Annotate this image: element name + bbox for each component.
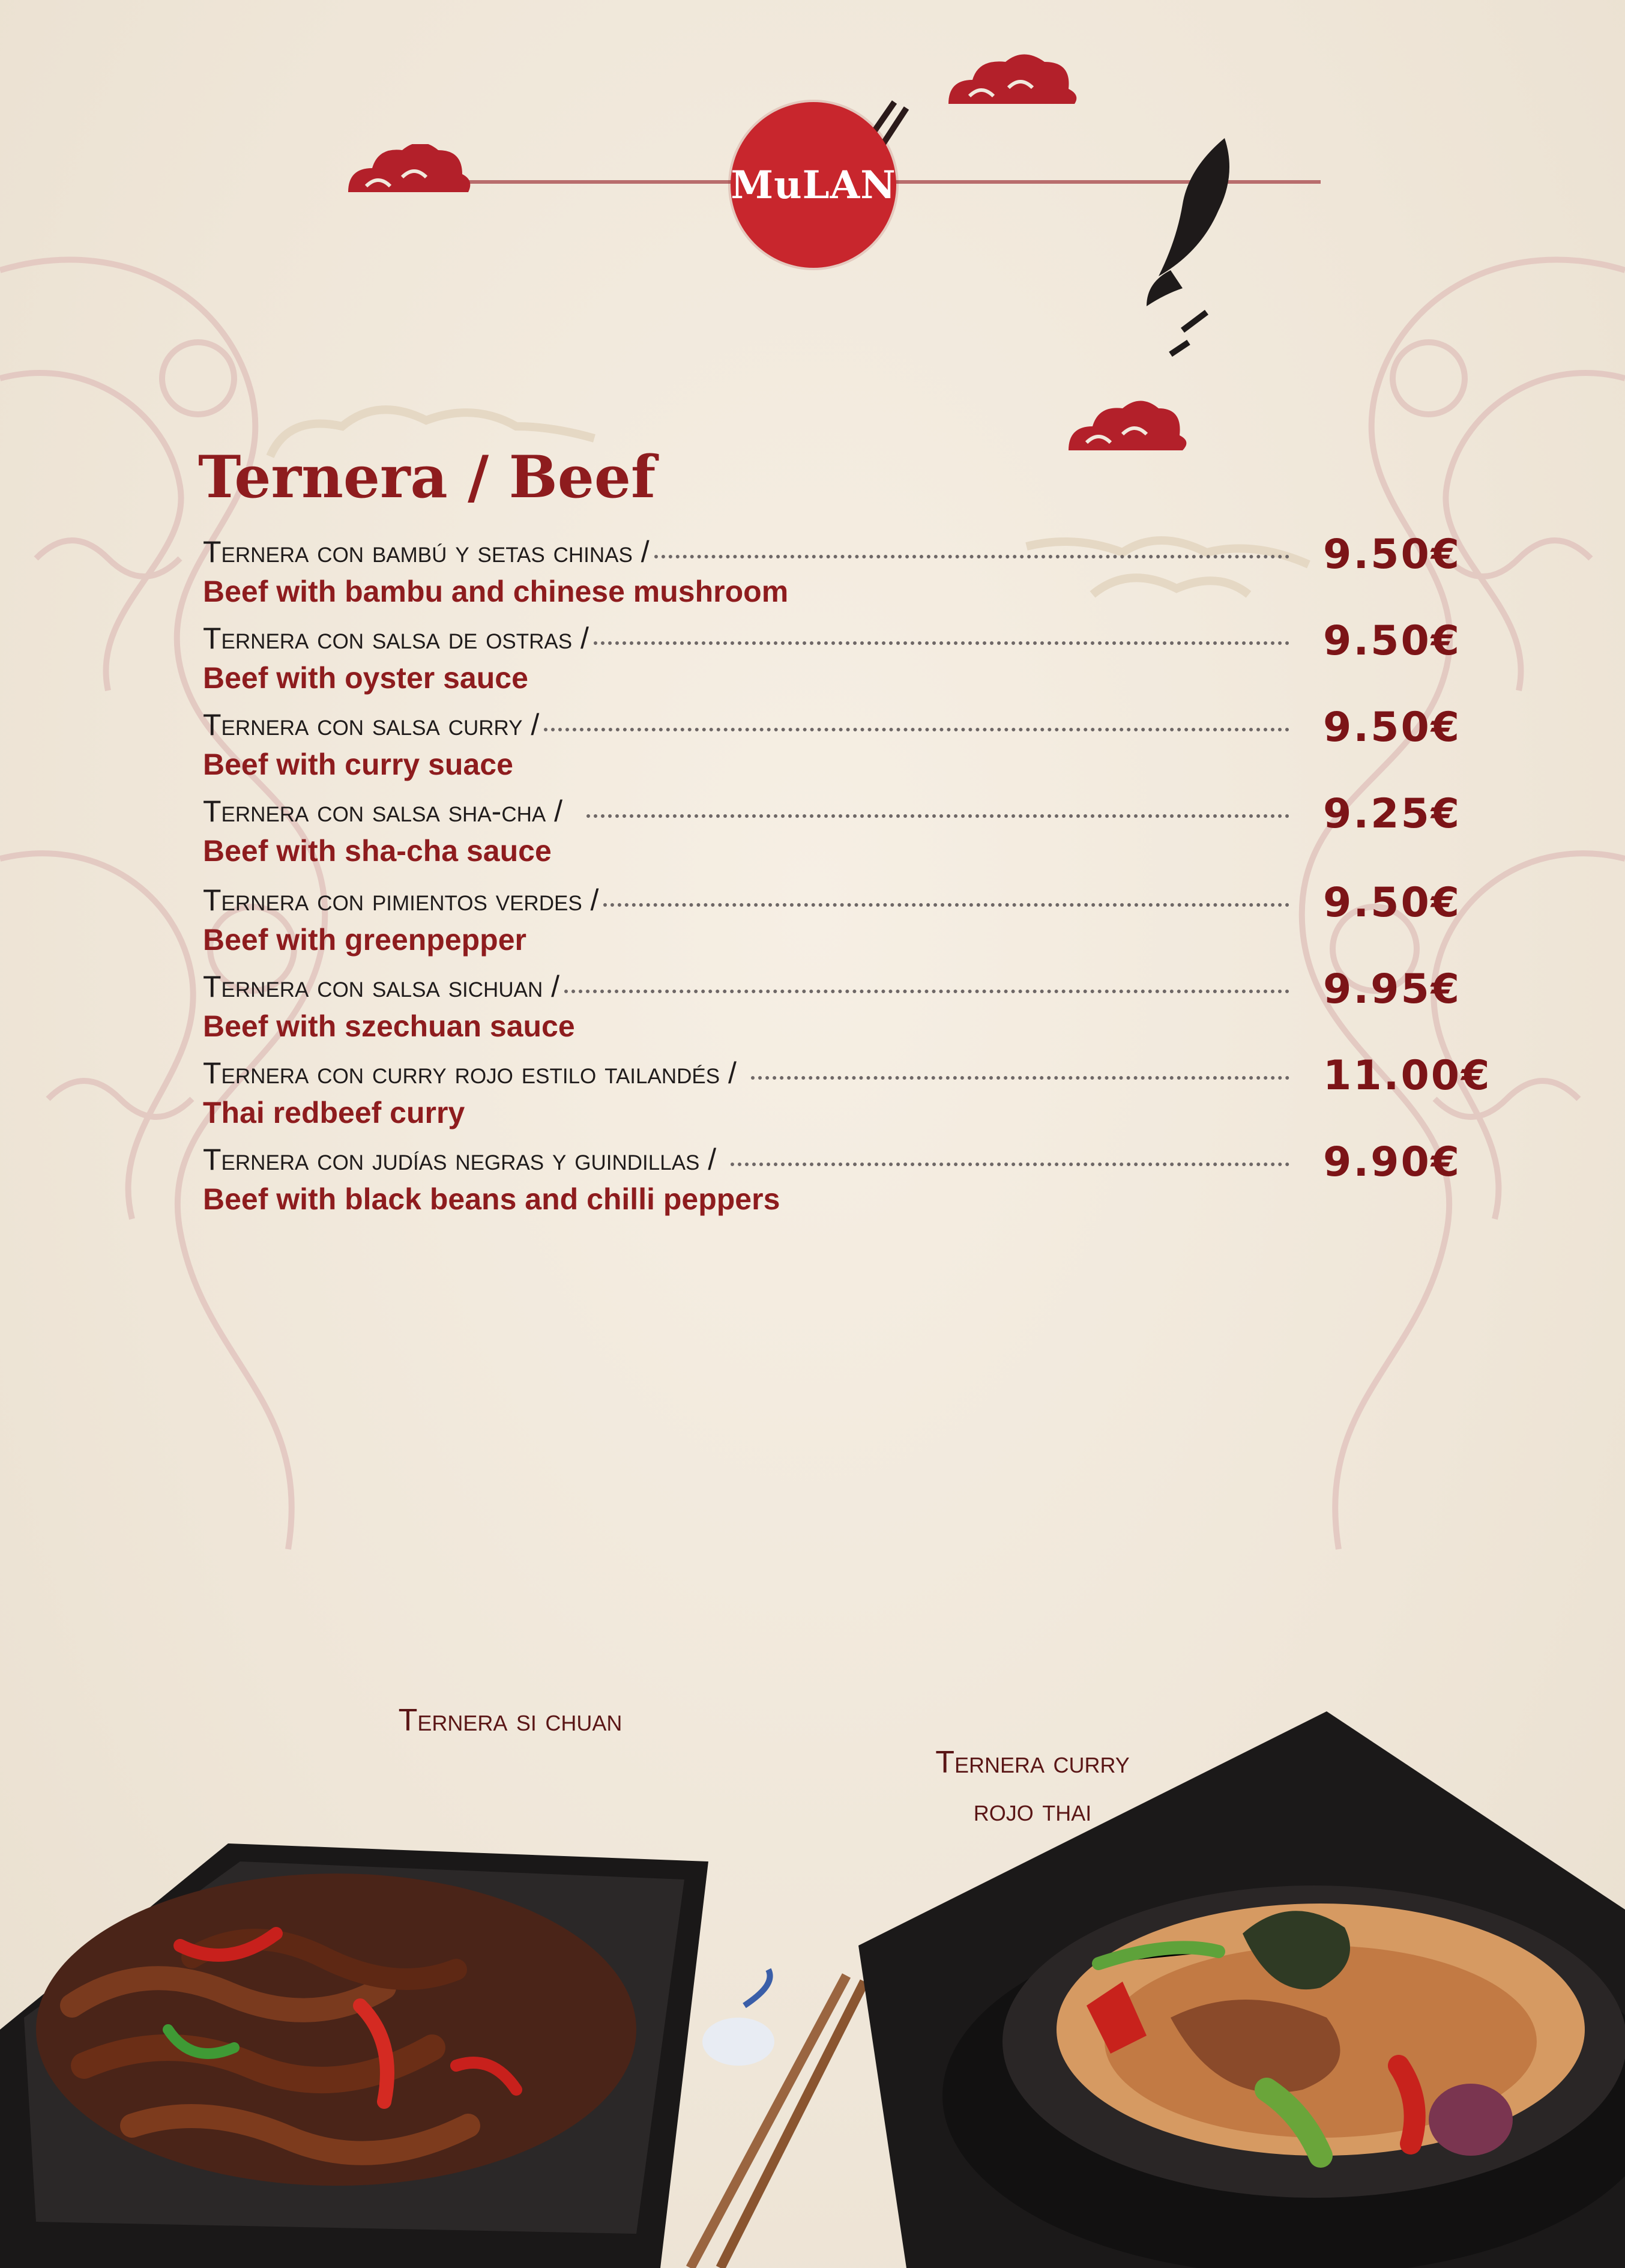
dish-name-es: Ternera con salsa curry / <box>203 708 540 742</box>
caption-right-line2: rojo thai <box>973 1793 1092 1828</box>
dish-name-es: Ternera con curry rojo estilo tailandés / <box>203 1056 737 1090</box>
leader-dots <box>594 641 1289 645</box>
leader-dots <box>564 990 1289 993</box>
restaurant-logo <box>731 102 896 268</box>
menu-item <box>203 1052 1494 1142</box>
leader-dots <box>654 555 1289 558</box>
leader-dots <box>603 903 1289 907</box>
dish-name-en: Beef with szechuan sauce <box>203 1009 575 1043</box>
dish-price: 9.25€ <box>1323 790 1462 838</box>
dish-name-en: Beef with curry suace <box>203 748 513 781</box>
cloud-mid-right-icon <box>1063 399 1189 465</box>
leader-dots <box>544 728 1289 731</box>
cloud-left-icon <box>342 144 474 210</box>
caption-left-text: Ternera si chuan <box>398 1703 623 1738</box>
dish-price: 9.50€ <box>1323 617 1462 665</box>
dish-name-es: Ternera con salsa sha-cha / <box>203 794 562 828</box>
dish-price: 9.50€ <box>1323 879 1462 927</box>
sichuan-beef-dish-image <box>0 1693 720 2268</box>
dish-name-es: Ternera con salsa de ostras / <box>203 621 589 655</box>
menu-item <box>203 966 1494 1056</box>
menu-item <box>203 617 1494 707</box>
dish-price: 9.95€ <box>1323 966 1462 1013</box>
dish-name-es: Ternera con pimientos verdes / <box>203 883 599 917</box>
menu-item <box>203 790 1494 883</box>
dish-name-en: Beef with greenpepper <box>203 923 526 957</box>
thai-red-curry-dish-image <box>858 1705 1625 2268</box>
cloud-top-right-icon <box>942 53 1081 119</box>
logo-text: MuLAN <box>731 162 896 208</box>
section-title: Ternera / Beef <box>198 443 656 511</box>
leader-dots <box>751 1076 1289 1080</box>
dish-price: 9.90€ <box>1323 1139 1462 1186</box>
dish-name-en: Thai redbeef curry <box>203 1096 465 1129</box>
koi-fish-icon <box>1135 132 1255 372</box>
menu-list <box>203 531 1494 1229</box>
dish-name-en: Beef with bambu and chinese mushroom <box>203 575 789 608</box>
menu-item <box>203 704 1494 794</box>
caption-right-line1: Ternera curry <box>935 1745 1130 1780</box>
dish-name-en: Beef with black beans and chilli peppers <box>203 1182 780 1216</box>
dish-price: 9.50€ <box>1323 704 1462 751</box>
leader-dots <box>586 814 1289 818</box>
dish-name-en: Beef with oyster sauce <box>203 661 528 695</box>
leader-dots <box>731 1163 1289 1166</box>
menu-item <box>203 531 1494 621</box>
chopsticks-icon <box>648 1958 876 2268</box>
menu-item <box>203 1139 1494 1229</box>
dish-name-es: Ternera con salsa sichuan / <box>203 970 559 1003</box>
dish-name-es: Ternera con judías negras y guindillas / <box>203 1143 717 1176</box>
dish-price: 11.00€ <box>1323 1052 1492 1099</box>
dish-name-en: Beef with sha-cha sauce <box>203 834 552 868</box>
menu-item <box>203 879 1494 969</box>
dish-price: 9.50€ <box>1323 531 1462 578</box>
dish-name-es: Ternera con bambú y setas chinas / <box>203 535 650 569</box>
